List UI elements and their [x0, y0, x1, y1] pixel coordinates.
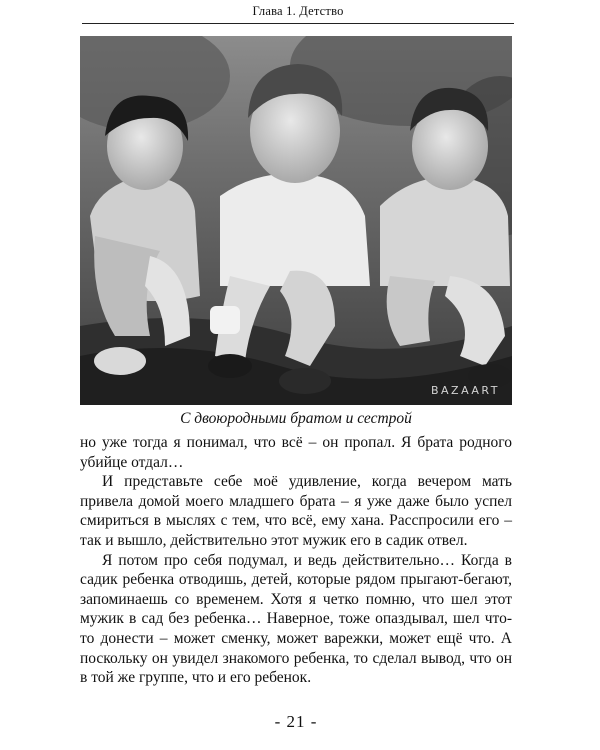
body-text	[80, 433, 512, 688]
photo-watermark: BAZAART	[430, 384, 500, 397]
paragraph: Я потом про себя подумал, и ведь действительно… Когда в садик ребенка отводишь, детей, которые рядом прыгают-бегают, запоминаешь со временем. Хотя я четко помню, что шел этот мужик в сад без ребенка… Наверное, тоже опаздывал, шел что-то донести – может сменку, может варежки, может ещё что. А поскольку он увидел знакомого ребенка, то сделал вывод, что он в той же группе, что и его ребенок.	[80, 551, 512, 687]
page-number: - 21 -	[274, 712, 318, 731]
photograph	[80, 36, 512, 405]
photo-illustration	[80, 36, 512, 405]
running-header: Глава 1. Детство	[252, 4, 344, 18]
paragraph: но уже тогда я понимал, что всё – он пропал. Я брата родного убийце отдал…	[80, 434, 512, 471]
photo-caption: С двоюродными братом и сестрой	[180, 410, 412, 427]
paragraph: И представьте себе моё удивление, когда вечером мать привела домой моего младшего брата – я уже даже было успел смириться в мыслях с тем, что всё, ему хана. Расспросили его – так и вышло, действительно этот мужик его в садик отвел.	[80, 473, 512, 549]
header-rule	[82, 23, 514, 24]
